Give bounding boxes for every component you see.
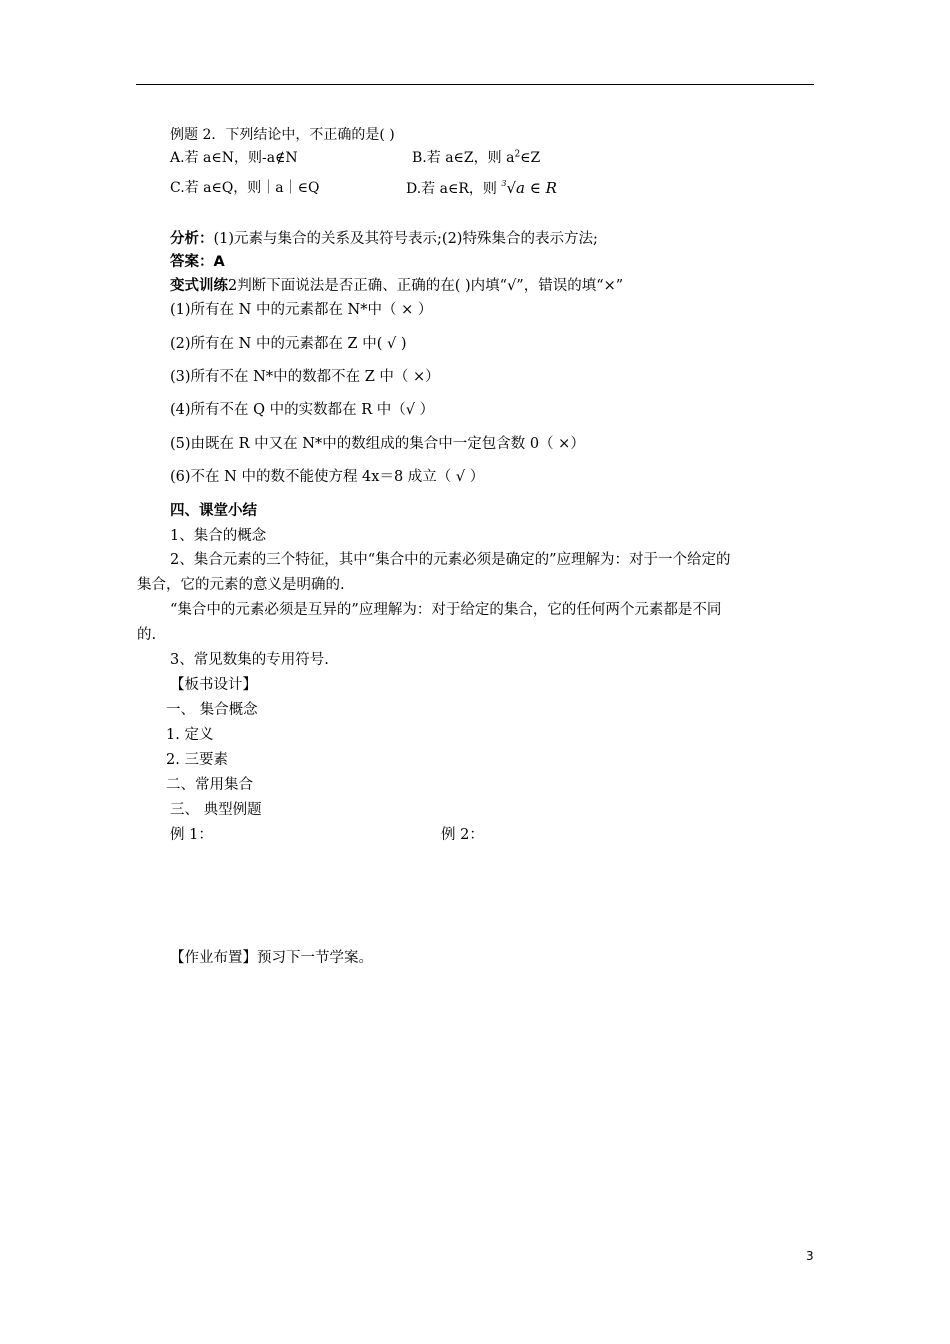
board-example-1: 例 1：	[170, 827, 213, 843]
board-line-4: 二、常用集合	[166, 777, 253, 793]
board-heading: 【板书设计】	[170, 677, 257, 693]
analysis-line: 分析：(1)元素与集合的关系及其符号表示;(2)特殊集合的表示方法;	[170, 231, 598, 247]
board-line-2: 1. 定义	[166, 727, 214, 743]
homework-line: 【作业布置】预习下一节学案。	[170, 950, 373, 966]
summary-heading: 四、课堂小结	[170, 503, 257, 519]
board-line-1: 一、 集合概念	[166, 702, 258, 718]
board-line-3: 2. 三要素	[166, 752, 228, 768]
summary-p4: 3、常见数集的专用符号.	[170, 652, 329, 668]
summary-p2b: 集合，它的元素的意义是明确的.	[137, 577, 345, 593]
summary-p3a: “集合中的元素必须是互异的”应理解为：对于给定的集合，它的任何两个元素都是不同	[170, 602, 722, 618]
variant-item-3: (3)所有不在 N*中的数都不在 Z 中（ ×）	[170, 369, 440, 385]
example2-option-d: D.若 a∈R，则 $^3$√a ∈ R	[406, 179, 557, 197]
variant-item-4: (4)所有不在 Q 中的实数都在 R 中（√ ）	[170, 402, 435, 418]
page-number: 3	[806, 1249, 814, 1263]
summary-p1: 1、集合的概念	[170, 528, 267, 544]
example2-option-a: A.若 a∈N，则-a∉N	[170, 150, 298, 166]
example2-option-b: B.若 a∈Z，则 $a^2\in Z$	[412, 149, 541, 166]
variant-heading: 变式训练2判断下面说法是否正确、正确的在( )内填“√”，错误的填“×”	[170, 278, 624, 294]
header-rule	[136, 84, 814, 85]
variant-item-6: (6)不在 N 中的数不能使方程 4x＝8 成立（ √ ）	[170, 469, 485, 485]
board-line-5: 三、 典型例题	[170, 802, 262, 818]
example2-option-c: C.若 a∈Q，则｜a｜∈Q	[170, 180, 320, 196]
variant-item-2: (2)所有在 N 中的元素都在 Z 中( √ )	[170, 336, 407, 352]
variant-item-5: (5)由既在 R 中又在 N*中的数组成的集合中一定包含数 0（ ×）	[170, 436, 585, 452]
cube-root-expression: $^3$√a ∈ R	[501, 179, 557, 197]
variant-item-1: (1)所有在 N 中的元素都在 N*中（ × ）	[170, 302, 433, 318]
summary-p2a: 2、集合元素的三个特征，其中“集合中的元素必须是确定的”应理解为：对于一个给定的	[170, 552, 731, 568]
summary-p3b: 的.	[137, 627, 157, 643]
example2-stem: 例题 2．下列结论中，不正确的是( )	[170, 127, 395, 143]
board-example-2: 例 2：	[441, 827, 484, 843]
answer-line: 答案：A	[170, 254, 225, 270]
